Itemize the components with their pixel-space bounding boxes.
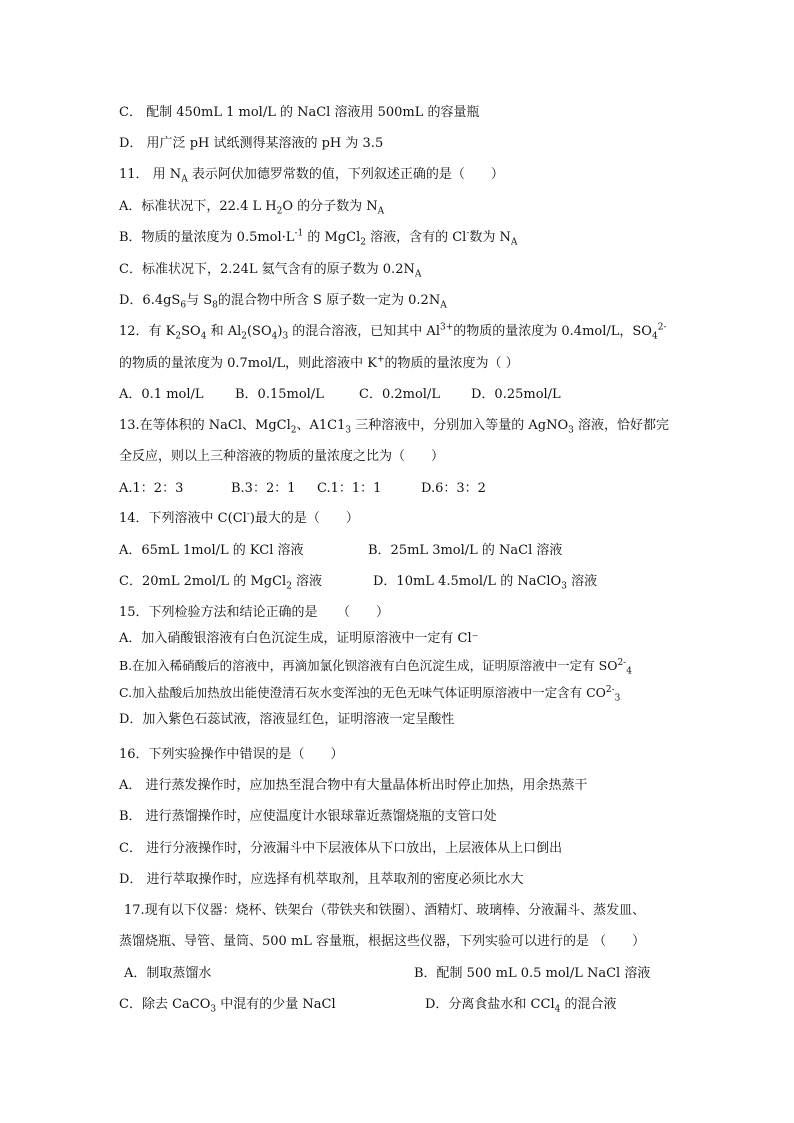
q17-stem-line1: 17.现有以下仪器：烧杯、铁架台（带铁夹和铁圈）、酒精灯、玻璃棒、分液漏斗、蒸发皿、 <box>124 903 646 918</box>
q15-option-c: C.加入盐酸后加热放出能使澄清石灰水变浑浊的无色无味气体证明原溶液中一定含有 $CO^{2-}_3$ <box>119 684 621 704</box>
q13-option-b: B.3：2：1 <box>231 481 296 496</box>
q14-stem: 14．下列溶液中 C(Cl-)最大的是（ ） <box>119 509 359 526</box>
q12-option-d: D．0.25mol/L <box>471 387 561 402</box>
q13-options <box>119 480 486 498</box>
q15-option-a: A．加入硝酸银溶液有白色沉淀生成，证明原溶液中一定有 Cl⁻ <box>119 631 479 646</box>
q17-option-a: A．制取蒸馏水 <box>124 966 212 981</box>
q11-option-a: A．标准状况下，22.4 L $H_2O$ 的分子数为 $N_A$ <box>119 199 385 217</box>
q13-option-a: A.1：2：3 <box>119 481 184 496</box>
q14-option-c: C．20mL 2mol/L 的 MgCl$_2$ 溶液 <box>119 574 323 592</box>
q11-stem: 11． 用 $N_A$ 表示阿伏加德罗常数的值，下列叙述正确的是（ ） <box>119 167 504 185</box>
q16-stem: 16．下列实验操作中错误的是（ ） <box>119 747 344 762</box>
q10-option-c: C． 配制 450mL 1 mol/L 的 NaCl 溶液用 500mL 的容量瓶 <box>119 105 480 120</box>
q12-option-c: C．0.2mol/L <box>359 387 440 402</box>
q17-option-b: B．配制 500 mL 0.5 mol/L NaCl 溶液 <box>414 966 651 981</box>
q12-options <box>119 386 561 404</box>
q17-option-c: C．除去 CaCO$_3$ 中混有的少量 NaCl <box>119 997 336 1015</box>
q12-stem-line1: 12．有 $K_2SO_4$ 和 $Al_2(SO_4)_3$ 的混合溶液，已知其中 $Al^{3+}$的物质的量浓度为 0.4mol/L，$SO_4^{2-}$ <box>119 322 667 342</box>
q15-option-d: D．加入紫色石蕊试液，溶液显红色，证明溶液一定呈酸性 <box>119 712 455 727</box>
q15-stem: 15．下列检验方法和结论正确的是 （ ） <box>119 605 390 620</box>
q13-stem-line2: 全反应，则以上三种溶液的物质的量浓度之比为（ ） <box>119 449 445 464</box>
q12-option-a: A．0.1 mol/L <box>119 387 204 402</box>
q12-option-b: B．0.15mol/L <box>235 387 324 402</box>
q13-option-c: C.1：1：1 <box>317 481 382 496</box>
q12-stem-line2: 的物质的量浓度为 0.7mol/L，则此溶液中 K+的物质的量浓度为（ ） <box>119 354 519 371</box>
q17-stem-line2: 蒸馏烧瓶、导管、量筒、500 mL 容量瓶，根据这些仪器，下列实验可以进行的是 （ ） <box>119 934 646 949</box>
q11-option-c: C．标准状况下，2.24L 氦气含有的原子数为 $0.2N_A$ <box>119 262 422 280</box>
q14-option-a: A．65mL 1mol/L 的 KCl 溶液 <box>119 543 304 558</box>
q14-option-b: B．25mL 3mol/L 的 NaCl 溶液 <box>368 543 563 558</box>
q11-option-d: D．$6.4gS_6$与 $S_8$的混合物中所含 S 原子数一定为 $0.2N_A$ <box>119 293 447 311</box>
q11-option-b: B．物质的量浓度为 $0.5mol\cdot L^{-1}$ 的 MgCl$_2$ 溶液，含有的 Cl-数为 $N_A$ <box>119 228 518 248</box>
q13-option-d: D.6：3：2 <box>421 481 486 496</box>
q13-stem-line1: 13.在等体积的 NaCl、MgCl$_2$、$A1C1_3$ 三种溶液中，分别加入等量的 AgNO$_3$ 溶液，恰好都完 <box>119 418 670 436</box>
q16-option-a: A． 进行蒸发操作时，应加热至混合物中有大量晶体析出时停止加热，用余热蒸干 <box>119 778 588 793</box>
q16-option-b: B． 进行蒸馏操作时，应使温度计水银球靠近蒸馏烧瓶的支管口处 <box>119 809 497 824</box>
q15-option-b: B.在加入稀硝酸后的溶液中，再滴加氯化钡溶液有白色沉淀生成，证明原溶液中一定有 $SO^{2-}_4$ <box>119 657 632 677</box>
q16-option-c: C． 进行分液操作时，分液漏斗中下层液体从下口放出，上层液体从上口倒出 <box>119 841 563 856</box>
q14-option-d: D．10mL 4.5mol/L 的 NaClO$_3$ 溶液 <box>373 574 598 592</box>
q17-option-d: D．分离食盐水和 CCl$_4$ 的混合液 <box>425 997 617 1015</box>
q10-option-d: D． 用广泛 pH 试纸测得某溶液的 pH 为 3.5 <box>119 136 384 151</box>
q16-option-d: D． 进行萃取操作时，应选择有机萃取剂，且萃取剂的密度必须比水大 <box>119 872 524 887</box>
